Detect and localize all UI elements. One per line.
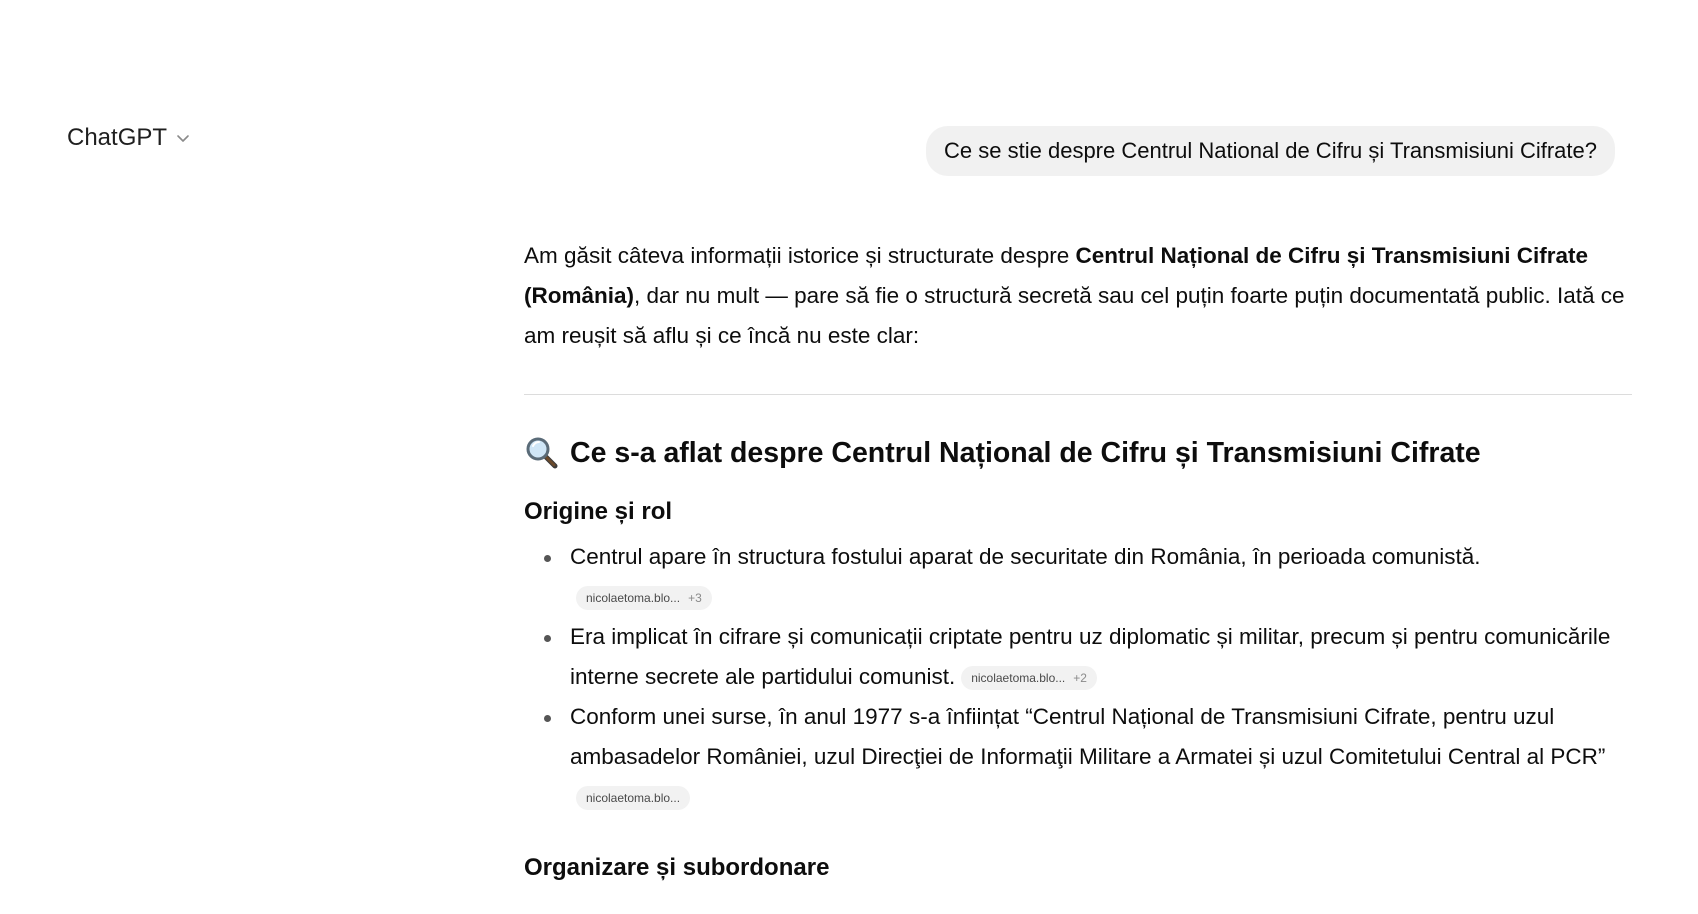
- subheading-origin-role: Origine și rol: [524, 498, 673, 525]
- intro-bold-text: Centrul Național de Cifru și Transmisiuni Cifrate (România): [524, 243, 1589, 308]
- citation-chip[interactable]: [961, 666, 1097, 690]
- citation-chip[interactable]: [576, 586, 712, 610]
- section-divider: [524, 394, 1632, 395]
- list-item: [524, 617, 1632, 697]
- citation-source: nicolaetoma.blo...: [586, 791, 681, 806]
- citation-source: nicolaetoma.blo...: [586, 591, 681, 606]
- section-title-text: Ce s-a aflat despre Centrul Național de Cifru și Transmisiuni Cifrate: [570, 437, 1481, 469]
- bullet-text: Centrul apare în structura fostului aparat de securitate din România, în perioada comunistă.: [570, 544, 1481, 569]
- intro-text-end: , dar nu mult — pare să fie o structură secretă sau cel puțin foarte puțin documentată public. Iată ce am reușit să aflu și ce încă nu este clar:: [524, 283, 1625, 348]
- citation-chip[interactable]: [576, 786, 690, 810]
- citation-source: nicolaetoma.blo...: [971, 671, 1066, 686]
- bullet-text: Era implicat în cifrare și comunicații criptate pentru uz diplomatic și militar, precum și pentru comunicările interne secrete ale partidului comunist.: [570, 624, 1611, 689]
- list-item: [524, 697, 1632, 817]
- bullet-list: [524, 537, 1632, 817]
- magnifying-glass-icon: [524, 435, 560, 471]
- citation-more-count: +3: [688, 591, 702, 606]
- list-item: [524, 537, 1632, 617]
- model-name: ChatGPT: [67, 124, 168, 151]
- intro-text: Am găsit câteva informații istorice și structurate despre: [524, 243, 1076, 268]
- section-title: [524, 435, 1632, 471]
- assistant-response: [524, 236, 1632, 893]
- intro-paragraph: [524, 236, 1632, 356]
- chevron-down-icon: [175, 130, 191, 146]
- bullet-text: Conform unei surse, în anul 1977 s-a înființat “Centrul Național de Transmisiuni Cifrate, pentru uzul ambasadelor României, uzul Direcţiei de Informaţii Militare a Armatei și uzul Comitetului Central al PCR”: [570, 704, 1606, 769]
- subheading-organization: Organizare și subordonare: [524, 854, 830, 881]
- citation-more-count: +2: [1073, 671, 1087, 686]
- user-message-bubble: Ce se stie despre Centrul National de Cifru și Transmisiuni Cifrate?: [926, 126, 1615, 176]
- model-switcher[interactable]: [67, 124, 191, 152]
